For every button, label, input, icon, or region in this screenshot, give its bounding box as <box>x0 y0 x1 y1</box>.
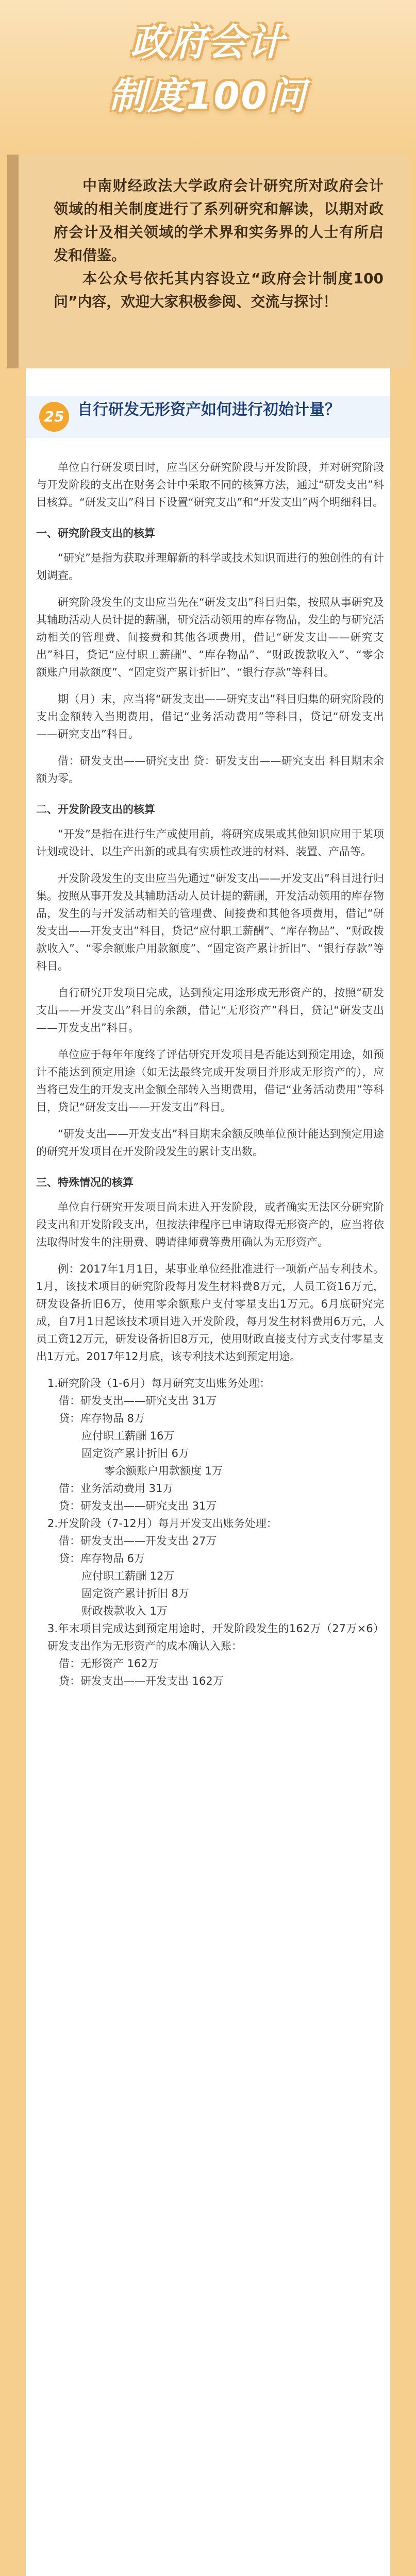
example-step-1-entry-5: 零余额账户用款额度 1万 <box>104 1465 223 1477</box>
intro-paragraph-1: 中南财经政法大学政府会计研究所对政府会计领域的相关制度进行了系列研究和解读，以期对政府会计及相关领域的学术界和实务界的人士有所启发和借鉴。 <box>54 177 384 264</box>
example-step-3-entry-1: 借：无形资产 162万 <box>59 1657 159 1670</box>
example-step-1-entry-3: 应付职工薪酬 16万 <box>81 1430 175 1442</box>
example-step-1-entry-2: 贷：库存物品 8万 <box>59 1412 145 1425</box>
section-3-heading: 三、特殊情况的核算 <box>36 1176 134 1189</box>
section-1-paragraph-1: “研究”是指为获取并理解新的科学或技术知识而进行的独创性的有计划调查。 <box>36 552 384 582</box>
section-1-paragraph-2: 研究阶段发生的支出应当先在“研发支出”科目归集，按照从事研究及其辅助活动人员计提的薪酬，研究活动领用的库存物品，发生的与研究活动相关的管理费、间接费和其他各项费用，借记“研发支出——研究支出”科目，贷记“应付职工薪酬”、“库存物品”、“财政拨款收入”、“零余额账户用款额度”、“固定资产累计折旧”、“银行存款”等科目。 <box>36 596 384 679</box>
page-title-line1: 政府会计 <box>130 21 286 64</box>
example-step-1-entry-4: 固定资产累计折旧 6万 <box>81 1447 190 1460</box>
page-title-line2: 制度100问 <box>109 74 307 117</box>
example-step-2-entry-2: 贷：库存物品 6万 <box>59 1552 145 1565</box>
section-1-paragraph-4: 借：研发支出——研究支出 贷：研发支出——研究支出 科目期末余额为零。 <box>36 755 384 785</box>
example-step-2-entry-5: 财政拨款收入 1万 <box>81 1605 168 1617</box>
example-step-2-entry-3: 应付职工薪酬 12万 <box>81 1570 175 1582</box>
section-2-paragraph-3: 自行研究开发项目完成，达到预定用途形成无形资产的，按照“研发支出——开发支出”科目的余额，借记“无形资产”科目，贷记“研发支出——开发支出”科目。 <box>36 987 384 1034</box>
intro-paragraph-2: 本公众号依托其内容设立“政府会计制度100问”内容，欢迎大家积极参阅、交流与探讨！ <box>54 270 384 310</box>
section-2-paragraph-5: “研发支出——开发支出”科目期末余额反映单位预计能达到预定用途的研究开发项目在开发阶段发生的累计支出数。 <box>36 1128 384 1158</box>
section-2-heading: 二、开发阶段支出的核算 <box>36 803 155 816</box>
example-step-3-entry-2: 贷：研发支出——开发支出 162万 <box>59 1675 224 1687</box>
example-step-2: 2.开发阶段（7-12月）每月开发支出账务处理： <box>47 1517 277 1530</box>
question-title: 自行研发无形资产如何进行初始计量？ <box>77 401 340 419</box>
section-1-paragraph-3: 期（月）末，应当将“研发支出——研究支出”科目归集的研究阶段的支出金额转入当期费用，借记“业务活动费用”等科目，贷记“研发支出——研究支出”科目。 <box>36 693 384 740</box>
body-intro-paragraph: 单位自行研发项目时，应当区分研究阶段与开发阶段，并对研究阶段与开发阶段的支出在财务会计中采取不同的核算方法，通过“研发支出”科目核算。“研发支出”科目下设置“研究支出”和“开发支出”两个明细科目。 <box>36 461 384 509</box>
example-paragraph: 例：2017年1月1日，某事业单位经批准进行一项新产品专利技术。1月，该技术项目的研究阶段每月发生材料费8万元，人员工资16万元，研发设备折旧6万，使用零余额账户支付零星支出1万元。6月底研究完成，自7月1日起该技术项目进入开发阶段，每月发生材料费用6万元，人员工资12万元，研发设备折旧8万元，使用财政直接支付方式支付零星支出1万元。2017年12月底，该专利技术达到预定用途。 <box>36 1263 384 1363</box>
article-body <box>36 459 384 1690</box>
question-number-badge: 25 <box>39 402 69 432</box>
section-2-paragraph-1: “开发”是指在进行生产或使用前，将研究成果或其他知识应用于某项计划或设计，以生产出新的或具有实质性改进的材料、装置、产品等。 <box>36 828 384 858</box>
section-1-heading: 一、研究阶段支出的核算 <box>36 527 155 539</box>
example-step-3: 3.年末项目完成达到预定用途时，开发阶段发生的162万（27万×6）研发支出作为无形资产的成本确认入账： <box>47 1622 384 1652</box>
example-step-2-entry-1: 借：研发支出——开发支出 27万 <box>59 1535 217 1547</box>
section-2-paragraph-4: 单位应于每年年度终了评估研究开发项目是否能达到预定用途，如预计不能达到预定用途（如无法最终完成开发项目并形成无形资产的），应当将已发生的开发支出金额全部转入当期费用，借记“业务活动费用”等科目，贷记“研发支出——开发支出”科目。 <box>36 1048 384 1113</box>
example-step-1-entry-1: 借：研发支出——研究支出 31万 <box>59 1395 217 1407</box>
section-3-paragraph-1: 单位自行研究开发项目尚未进入开发阶段，或者确实无法区分研究阶段支出和开发阶段支出，但按法律程序已申请取得无形资产的，应当将依法取得时发生的注册费、聘请律师费等费用确认为无形资产。 <box>36 1201 384 1248</box>
example-step-1: 1.研究阶段（1-6月）每月研究支出账务处理： <box>47 1377 271 1389</box>
example-step-2-entry-4: 固定资产累计折旧 8万 <box>81 1587 190 1600</box>
intro-card <box>7 155 409 368</box>
intro-side-bar <box>7 155 19 368</box>
intro-text <box>54 174 384 313</box>
section-2-paragraph-2: 开发阶段发生的支出应当先通过“研发支出——开发支出”科目进行归集。按照从事开发及其辅助活动人员计提的薪酬，开发活动领用的库存物品，发生的与开发活动相关的管理费、间接费和其他各项费用，借记“研发支出——开发支出”科目，贷记“应付职工薪酬”、“库存物品”、“财政拨款收入”、“零余额账户用款额度”、“固定资产累计折旧”、“银行存款”等科目。 <box>36 872 384 972</box>
example-step-1-entry-7: 贷：研发支出——研究支出 31万 <box>59 1500 217 1512</box>
example-step-1-entry-6: 借：业务活动费用 31万 <box>59 1482 174 1495</box>
